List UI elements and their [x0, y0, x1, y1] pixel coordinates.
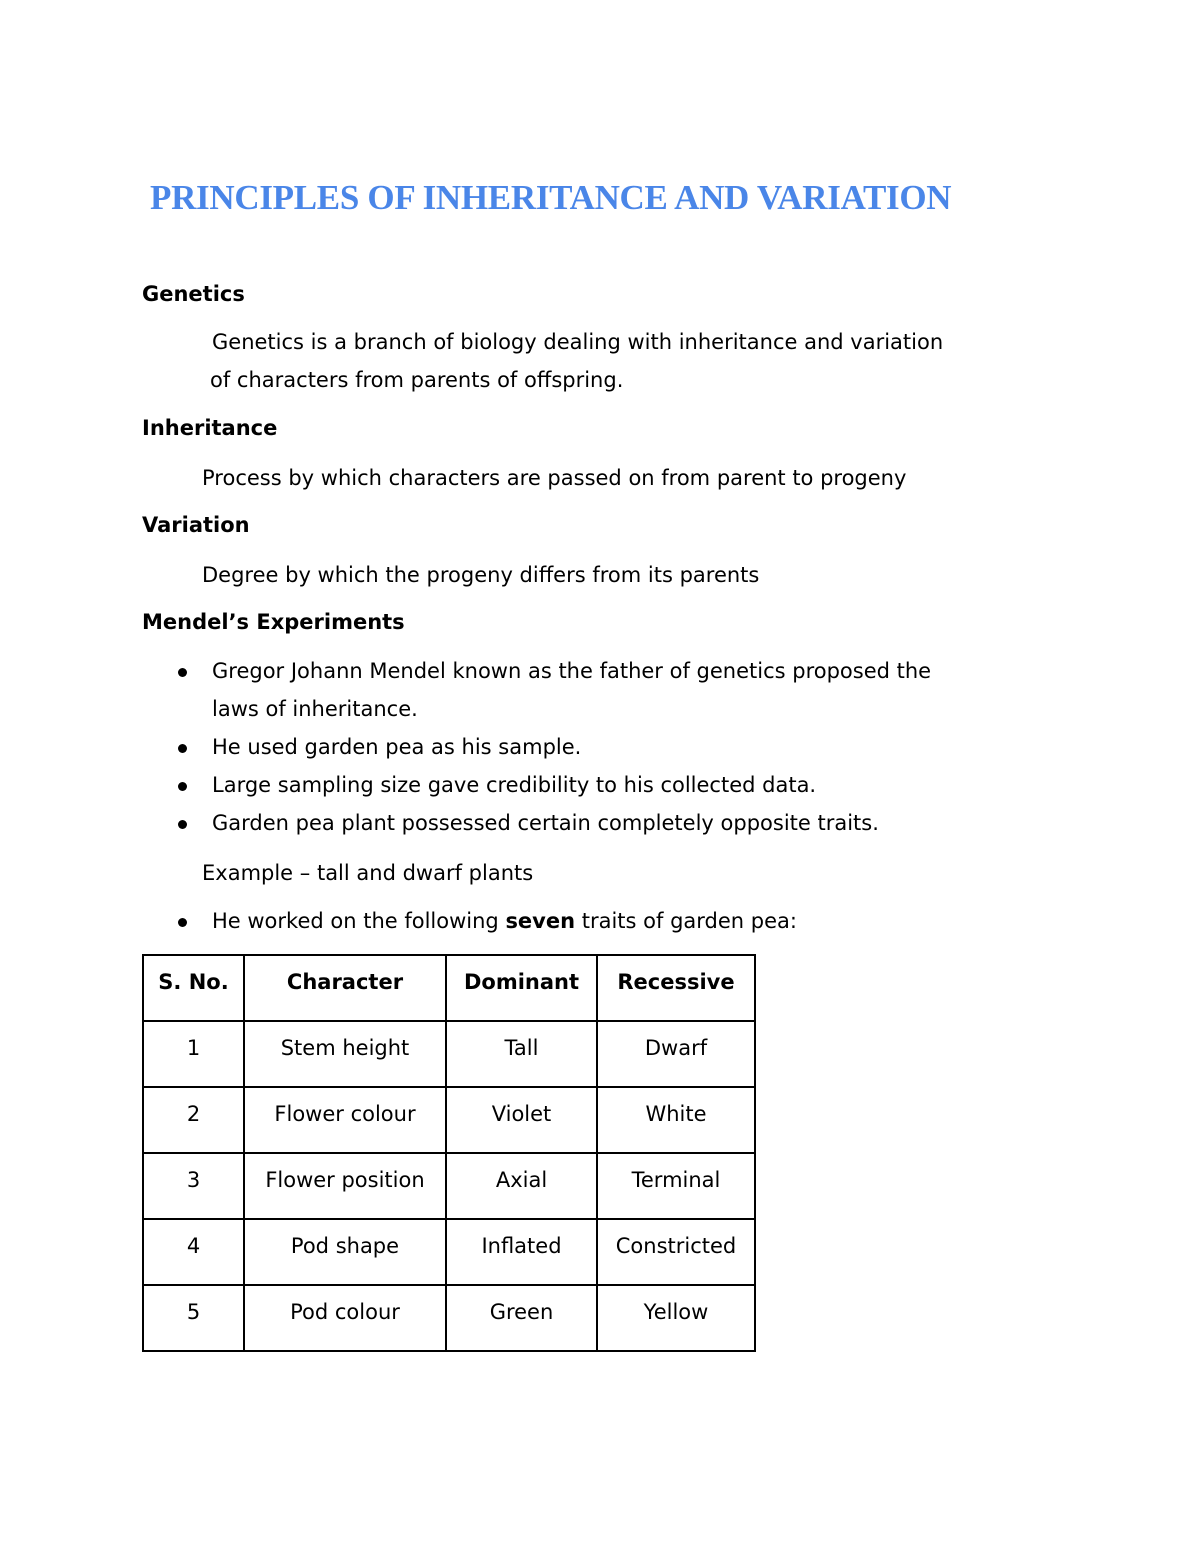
- page-title: PRINCIPLES OF INHERITANCE AND VARIATION: [150, 178, 952, 217]
- cell-sno: 4: [143, 1219, 244, 1285]
- cell-sno: 3: [143, 1153, 244, 1219]
- traits-table: [142, 954, 756, 1352]
- cell-sno: 2: [143, 1087, 244, 1153]
- bullet-text-continued: laws of inheritance.: [212, 697, 418, 721]
- cell-recessive: Yellow: [597, 1285, 755, 1351]
- cell-dominant: Tall: [446, 1021, 597, 1087]
- table-row: [143, 1087, 755, 1153]
- header-character: Character: [244, 955, 446, 1021]
- cell-character: Pod colour: [244, 1285, 446, 1351]
- table-row: [143, 1021, 755, 1087]
- cell-sno: 1: [143, 1021, 244, 1087]
- bullet-icon: [178, 820, 187, 829]
- cell-dominant: Violet: [446, 1087, 597, 1153]
- bullet-icon: [178, 782, 187, 791]
- cell-dominant: Green: [446, 1285, 597, 1351]
- mendel-bullet-list: [0, 652, 931, 842]
- list-item: [0, 652, 931, 728]
- traits-intro-text: He worked on the following: [212, 909, 506, 933]
- cell-character: Pod shape: [244, 1219, 446, 1285]
- cell-character: Flower position: [244, 1153, 446, 1219]
- inheritance-definition: Process by which characters are passed on from parent to progeny: [202, 466, 907, 490]
- variation-definition: Degree by which the progeny differs from its parents: [202, 563, 760, 587]
- cell-recessive: Dwarf: [597, 1021, 755, 1087]
- cell-character: Flower colour: [244, 1087, 446, 1153]
- cell-dominant: Inflated: [446, 1219, 597, 1285]
- table-header-row: [143, 955, 755, 1021]
- list-item: [0, 804, 931, 842]
- list-item: [0, 728, 931, 766]
- header-dominant: Dominant: [446, 955, 597, 1021]
- bullet-icon: [178, 918, 187, 927]
- table-row: [143, 1285, 755, 1351]
- cell-recessive: White: [597, 1087, 755, 1153]
- traits-intro-emphasis: seven: [505, 909, 576, 933]
- bullet-icon: [178, 668, 187, 677]
- cell-recessive: Constricted: [597, 1219, 755, 1285]
- example-text: Example – tall and dwarf plants: [202, 861, 534, 885]
- traits-intro-list: [0, 902, 797, 940]
- bullet-text: Garden pea plant possessed certain completely opposite traits.: [212, 811, 879, 835]
- table-row: [143, 1219, 755, 1285]
- bullet-icon: [178, 744, 187, 753]
- heading-variation: Variation: [142, 513, 250, 537]
- cell-character: Stem height: [244, 1021, 446, 1087]
- list-item: [0, 902, 797, 940]
- traits-intro-text-end: traits of garden pea:: [575, 909, 797, 933]
- genetics-definition-line-2: of characters from parents of offspring.: [210, 368, 624, 392]
- bullet-text: Large sampling size gave credibility to his collected data.: [212, 773, 817, 797]
- cell-recessive: Terminal: [597, 1153, 755, 1219]
- list-item: [0, 766, 931, 804]
- cell-sno: 5: [143, 1285, 244, 1351]
- heading-inheritance: Inheritance: [142, 416, 278, 440]
- header-sno: S. No.: [143, 955, 244, 1021]
- bullet-text: He used garden pea as his sample.: [212, 735, 582, 759]
- header-recessive: Recessive: [597, 955, 755, 1021]
- genetics-definition-line-1: Genetics is a branch of biology dealing with inheritance and variation: [212, 330, 944, 354]
- heading-genetics: Genetics: [142, 282, 245, 306]
- bullet-text: Gregor Johann Mendel known as the father of genetics proposed the: [212, 659, 932, 683]
- cell-dominant: Axial: [446, 1153, 597, 1219]
- heading-mendels-experiments: Mendel’s Experiments: [142, 610, 405, 634]
- table-row: [143, 1153, 755, 1219]
